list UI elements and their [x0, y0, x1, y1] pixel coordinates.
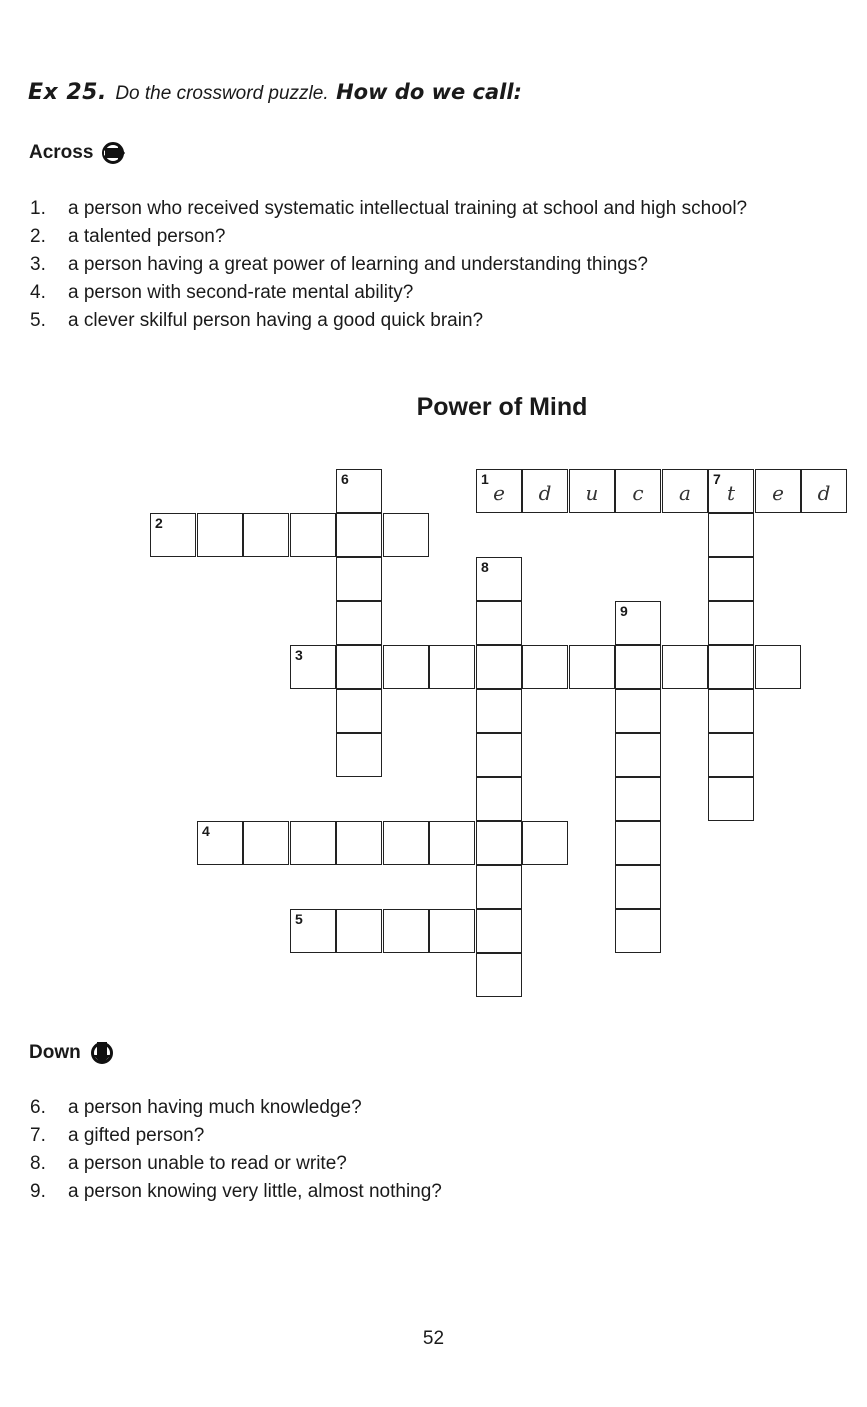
clue-text: a gifted person? — [68, 1125, 205, 1146]
crossword-cell[interactable] — [708, 645, 754, 689]
crossword-cell[interactable] — [522, 821, 568, 865]
clue-number: 6. — [30, 1097, 46, 1118]
crossword-cell[interactable] — [615, 909, 661, 953]
across-heading-label: Across — [29, 142, 94, 163]
crossword-cell[interactable] — [801, 469, 847, 513]
cell-letter: c — [632, 481, 644, 505]
crossword-cell[interactable] — [708, 689, 754, 733]
cell-clue-number: 8 — [481, 559, 489, 575]
crossword-cell[interactable] — [290, 645, 336, 689]
crossword-cell[interactable] — [336, 513, 382, 557]
crossword-cell[interactable] — [476, 557, 522, 601]
clue-text: a person knowing very little, almost nothing? — [68, 1181, 442, 1202]
clue-text: a person having a great power of learning and understanding things? — [68, 254, 648, 275]
crossword-cell[interactable] — [662, 469, 708, 513]
clue-text: a person unable to read or write? — [68, 1153, 347, 1174]
down-clue — [30, 1178, 442, 1206]
clue-number: 5. — [30, 310, 46, 331]
down-heading-label: Down — [29, 1042, 81, 1063]
crossword-cell[interactable] — [615, 821, 661, 865]
clue-text: a person having much knowledge? — [68, 1097, 362, 1118]
crossword-cell[interactable] — [336, 689, 382, 733]
crossword-cell[interactable] — [662, 645, 708, 689]
crossword-cell[interactable] — [522, 469, 568, 513]
cell-clue-number: 1 — [481, 471, 489, 487]
crossword-cell[interactable] — [708, 777, 754, 821]
across-clue — [30, 307, 747, 335]
exercise-heading — [28, 80, 522, 105]
crossword-cell[interactable] — [476, 469, 522, 513]
crossword-cell[interactable] — [708, 469, 754, 513]
down-heading — [29, 1040, 115, 1066]
crossword-cell[interactable] — [336, 645, 382, 689]
crossword-cell[interactable] — [615, 689, 661, 733]
cell-letter: t — [726, 481, 736, 505]
clue-number: 8. — [30, 1153, 46, 1174]
clue-number: 9. — [30, 1181, 46, 1202]
down-clue-list — [30, 1094, 442, 1206]
clue-number: 3. — [30, 254, 46, 275]
across-clue — [30, 251, 747, 279]
down-clue — [30, 1094, 442, 1122]
crossword-cell[interactable] — [476, 601, 522, 645]
crossword-cell[interactable] — [476, 777, 522, 821]
down-clue — [30, 1150, 442, 1178]
crossword-cell[interactable] — [708, 733, 754, 777]
crossword-cell[interactable] — [383, 821, 429, 865]
crossword-cell[interactable] — [429, 645, 475, 689]
crossword-cell[interactable] — [243, 821, 289, 865]
clue-number: 1. — [30, 198, 46, 219]
crossword-cell[interactable] — [615, 645, 661, 689]
cell-clue-number: 9 — [620, 603, 628, 619]
crossword-cell[interactable] — [708, 601, 754, 645]
crossword-cell[interactable] — [708, 557, 754, 601]
cell-clue-number: 3 — [295, 647, 303, 663]
crossword-cell[interactable] — [290, 513, 336, 557]
page-number: 52 — [422, 1328, 445, 1349]
crossword-cell[interactable] — [383, 513, 429, 557]
crossword-cell[interactable] — [336, 601, 382, 645]
crossword-cell[interactable] — [755, 645, 801, 689]
down-clue — [30, 1122, 442, 1150]
crossword-cell[interactable] — [429, 821, 475, 865]
crossword-cell[interactable] — [476, 645, 522, 689]
across-clue — [30, 223, 747, 251]
crossword-cell[interactable] — [336, 733, 382, 777]
clue-text: a person with second-rate mental ability? — [68, 282, 414, 303]
arrow-right-icon — [101, 140, 127, 166]
crossword-cell[interactable] — [336, 821, 382, 865]
cell-clue-number: 4 — [202, 823, 210, 839]
crossword-cell[interactable] — [615, 601, 661, 645]
crossword-cell[interactable] — [755, 469, 801, 513]
clue-number: 4. — [30, 282, 46, 303]
crossword-cell[interactable] — [476, 865, 522, 909]
exercise-number: Ex 25. — [28, 80, 107, 105]
crossword-cell[interactable] — [476, 689, 522, 733]
crossword-cell[interactable] — [615, 469, 661, 513]
crossword-cell[interactable] — [615, 733, 661, 777]
crossword-cell[interactable] — [569, 645, 615, 689]
cell-letter: d — [817, 481, 831, 505]
crossword-cell[interactable] — [615, 865, 661, 909]
crossword-cell[interactable] — [290, 909, 336, 953]
crossword-cell[interactable] — [150, 513, 196, 557]
crossword-cell[interactable] — [197, 821, 243, 865]
crossword-cell[interactable] — [243, 513, 289, 557]
crossword-cell[interactable] — [336, 469, 382, 513]
across-clue-list — [30, 195, 747, 335]
cell-clue-number: 7 — [713, 471, 721, 487]
crossword-cell[interactable] — [569, 469, 615, 513]
arrow-down-icon — [89, 1040, 115, 1066]
across-clue — [30, 279, 747, 307]
crossword-cell[interactable] — [429, 909, 475, 953]
clue-number: 2. — [30, 226, 46, 247]
crossword-cell[interactable] — [197, 513, 243, 557]
clue-text: a clever skilful person having a good quick brain? — [68, 310, 484, 331]
cell-clue-number: 5 — [295, 911, 303, 927]
cell-letter: u — [585, 481, 599, 505]
crossword-cell[interactable] — [336, 557, 382, 601]
crossword-cell[interactable] — [383, 645, 429, 689]
cell-clue-number: 2 — [155, 515, 163, 531]
cell-letter: e — [772, 481, 784, 505]
cell-letter: e — [493, 481, 505, 505]
crossword-cell[interactable] — [476, 909, 522, 953]
puzzle-title: Power of Mind — [416, 393, 588, 421]
crossword-cell[interactable] — [290, 821, 336, 865]
clue-text: a person who received systematic intellectual training at school and high school? — [68, 198, 748, 219]
crossword-cell[interactable] — [708, 513, 754, 557]
crossword-cell[interactable] — [476, 733, 522, 777]
cell-letter: a — [679, 481, 691, 505]
cell-clue-number: 6 — [341, 471, 349, 487]
cell-letter: d — [538, 481, 552, 505]
crossword-cell[interactable] — [383, 909, 429, 953]
crossword-cell[interactable] — [476, 821, 522, 865]
across-heading — [29, 140, 127, 166]
clue-text: a talented person? — [68, 226, 226, 247]
across-clue — [30, 195, 747, 223]
crossword-cell[interactable] — [476, 953, 522, 997]
clue-number: 7. — [30, 1125, 46, 1146]
crossword-cell[interactable] — [522, 645, 568, 689]
exercise-question: How do we call: — [336, 80, 522, 104]
crossword-cell[interactable] — [336, 909, 382, 953]
exercise-instruction: Do the crossword puzzle. — [115, 83, 329, 104]
crossword-cell[interactable] — [615, 777, 661, 821]
